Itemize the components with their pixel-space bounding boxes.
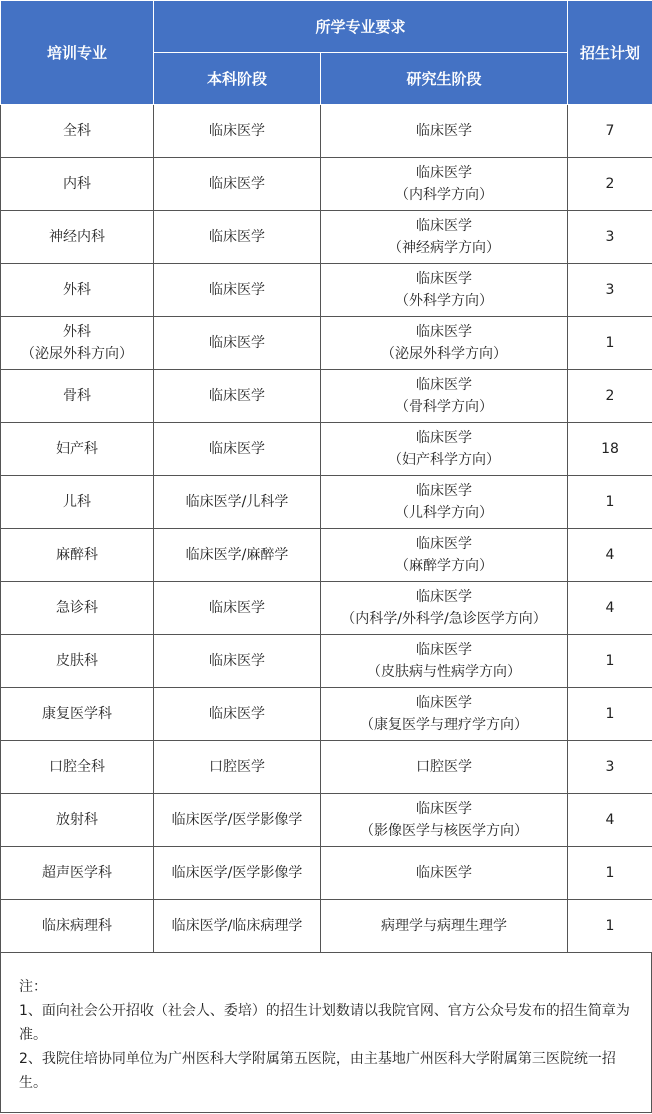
- header-undergrad: 本科阶段: [154, 53, 321, 105]
- graduate-line: 临床医学: [416, 642, 472, 658]
- major-line: 神经内科: [49, 229, 105, 245]
- cell-undergrad: 临床医学: [154, 317, 321, 370]
- major-line: 全科: [63, 123, 91, 139]
- notes-section: [0, 953, 652, 1113]
- header-requirement-group: 所学专业要求: [154, 1, 568, 53]
- cell-graduate: [321, 158, 568, 211]
- cell-plan: 1: [568, 476, 652, 529]
- cell-undergrad: 临床医学: [154, 370, 321, 423]
- table-row: [1, 423, 652, 476]
- graduate-line: （内科学方向）: [395, 187, 493, 203]
- cell-major: [1, 317, 154, 370]
- cell-graduate: [321, 370, 568, 423]
- cell-graduate: [321, 635, 568, 688]
- cell-major: [1, 211, 154, 264]
- cell-major: [1, 794, 154, 847]
- graduate-line: 临床医学: [416, 165, 472, 181]
- cell-graduate: [321, 264, 568, 317]
- cell-major: [1, 105, 154, 158]
- cell-major: [1, 635, 154, 688]
- cell-plan: 4: [568, 582, 652, 635]
- graduate-line: （儿科学方向）: [395, 505, 493, 521]
- table-row: [1, 529, 652, 582]
- graduate-line: 临床医学: [416, 123, 472, 139]
- graduate-line: （妇产科学方向）: [388, 452, 500, 468]
- graduate-line: （外科学方向）: [395, 293, 493, 309]
- major-line: 外科: [63, 324, 91, 340]
- cell-plan: 18: [568, 423, 652, 476]
- cell-plan: 2: [568, 370, 652, 423]
- table-row: [1, 582, 652, 635]
- graduate-line: 临床医学: [416, 218, 472, 234]
- major-line: 内科: [63, 176, 91, 192]
- cell-graduate: [321, 529, 568, 582]
- cell-undergrad: 临床医学: [154, 423, 321, 476]
- graduate-line: （内科学/外科学/急诊医学方向）: [341, 611, 547, 627]
- header-plan: 招生计划: [568, 1, 652, 105]
- cell-major: [1, 476, 154, 529]
- cell-plan: 3: [568, 741, 652, 794]
- cell-undergrad: 临床医学: [154, 105, 321, 158]
- cell-major: [1, 582, 154, 635]
- cell-graduate: [321, 105, 568, 158]
- cell-graduate: [321, 847, 568, 900]
- note-item-1: 1、面向社会公开招收（社会人、委培）的招生计划数请以我院官网、官方公众号发布的招生简章为准。: [19, 1003, 630, 1043]
- graduate-line: 临床医学: [416, 377, 472, 393]
- graduate-line: 口腔医学: [416, 759, 472, 775]
- major-line: 妇产科: [56, 441, 98, 457]
- cell-major: [1, 370, 154, 423]
- table-row: [1, 847, 652, 900]
- table-row: [1, 211, 652, 264]
- graduate-line: （泌尿外科学方向）: [381, 346, 507, 362]
- graduate-line: 临床医学: [416, 536, 472, 552]
- cell-undergrad: 临床医学: [154, 635, 321, 688]
- graduate-line: 临床医学: [416, 589, 472, 605]
- cell-plan: 4: [568, 794, 652, 847]
- cell-graduate: [321, 688, 568, 741]
- cell-graduate: [321, 741, 568, 794]
- cell-major: [1, 158, 154, 211]
- major-line: 麻醉科: [56, 547, 98, 563]
- notes-title: 注：: [19, 979, 47, 995]
- cell-plan: 1: [568, 688, 652, 741]
- graduate-line: （神经病学方向）: [388, 240, 500, 256]
- cell-plan: 3: [568, 264, 652, 317]
- table-header: [1, 1, 652, 105]
- graduate-line: （皮肤病与性病学方向）: [367, 664, 521, 680]
- table-row: [1, 635, 652, 688]
- cell-graduate: [321, 476, 568, 529]
- header-major: 培训专业: [1, 1, 154, 105]
- cell-major: [1, 264, 154, 317]
- table-row: [1, 158, 652, 211]
- cell-plan: 1: [568, 635, 652, 688]
- cell-major: [1, 688, 154, 741]
- cell-undergrad: 临床医学: [154, 211, 321, 264]
- cell-plan: 1: [568, 317, 652, 370]
- table-body: [1, 105, 652, 953]
- graduate-line: 临床医学: [416, 695, 472, 711]
- cell-plan: 3: [568, 211, 652, 264]
- cell-undergrad: 临床医学/医学影像学: [154, 794, 321, 847]
- cell-undergrad: 口腔医学: [154, 741, 321, 794]
- graduate-line: （麻醉学方向）: [395, 558, 493, 574]
- cell-major: [1, 847, 154, 900]
- cell-undergrad: 临床医学/临床病理学: [154, 900, 321, 953]
- table-row: [1, 476, 652, 529]
- cell-graduate: [321, 794, 568, 847]
- cell-graduate: [321, 582, 568, 635]
- cell-major: [1, 529, 154, 582]
- table-row: [1, 264, 652, 317]
- major-line: 超声医学科: [42, 865, 112, 881]
- graduate-line: （骨科学方向）: [395, 399, 493, 415]
- major-line: （泌尿外科方向）: [21, 346, 133, 362]
- table-row: [1, 317, 652, 370]
- cell-major: [1, 741, 154, 794]
- cell-graduate: [321, 317, 568, 370]
- cell-undergrad: 临床医学: [154, 158, 321, 211]
- cell-undergrad: 临床医学/儿科学: [154, 476, 321, 529]
- graduate-line: 临床医学: [416, 271, 472, 287]
- note-item-2: 2、我院住培协同单位为广州医科大学附属第五医院，由主基地广州医科大学附属第三医院统一招生。: [19, 1051, 616, 1091]
- table-row: [1, 370, 652, 423]
- graduate-line: 临床医学: [416, 483, 472, 499]
- table-row: [1, 105, 652, 158]
- cell-undergrad: 临床医学: [154, 688, 321, 741]
- graduate-line: （康复医学与理疗学方向）: [360, 717, 528, 733]
- major-line: 口腔全科: [49, 759, 105, 775]
- major-line: 皮肤科: [56, 653, 98, 669]
- cell-plan: 2: [568, 158, 652, 211]
- graduate-line: 临床医学: [416, 865, 472, 881]
- cell-major: [1, 423, 154, 476]
- graduate-line: 临床医学: [416, 324, 472, 340]
- cell-undergrad: 临床医学: [154, 582, 321, 635]
- cell-undergrad: 临床医学/医学影像学: [154, 847, 321, 900]
- cell-graduate: [321, 900, 568, 953]
- table-row: [1, 794, 652, 847]
- major-line: 急诊科: [56, 600, 98, 616]
- graduate-line: 病理学与病理生理学: [381, 918, 507, 934]
- cell-plan: 7: [568, 105, 652, 158]
- table-row: [1, 900, 652, 953]
- graduate-line: 临床医学: [416, 801, 472, 817]
- major-line: 外科: [63, 282, 91, 298]
- header-graduate: 研究生阶段: [321, 53, 568, 105]
- cell-plan: 1: [568, 900, 652, 953]
- cell-undergrad: 临床医学: [154, 264, 321, 317]
- cell-plan: 1: [568, 847, 652, 900]
- table-row: [1, 688, 652, 741]
- cell-plan: 4: [568, 529, 652, 582]
- major-line: 儿科: [63, 494, 91, 510]
- major-line: 康复医学科: [42, 706, 112, 722]
- table-row: [1, 741, 652, 794]
- graduate-line: （影像医学与核医学方向）: [360, 823, 528, 839]
- cell-undergrad: 临床医学/麻醉学: [154, 529, 321, 582]
- cell-major: [1, 900, 154, 953]
- major-line: 骨科: [63, 388, 91, 404]
- major-line: 放射科: [56, 812, 98, 828]
- major-line: 临床病理科: [42, 918, 112, 934]
- cell-graduate: [321, 211, 568, 264]
- cell-graduate: [321, 423, 568, 476]
- graduate-line: 临床医学: [416, 430, 472, 446]
